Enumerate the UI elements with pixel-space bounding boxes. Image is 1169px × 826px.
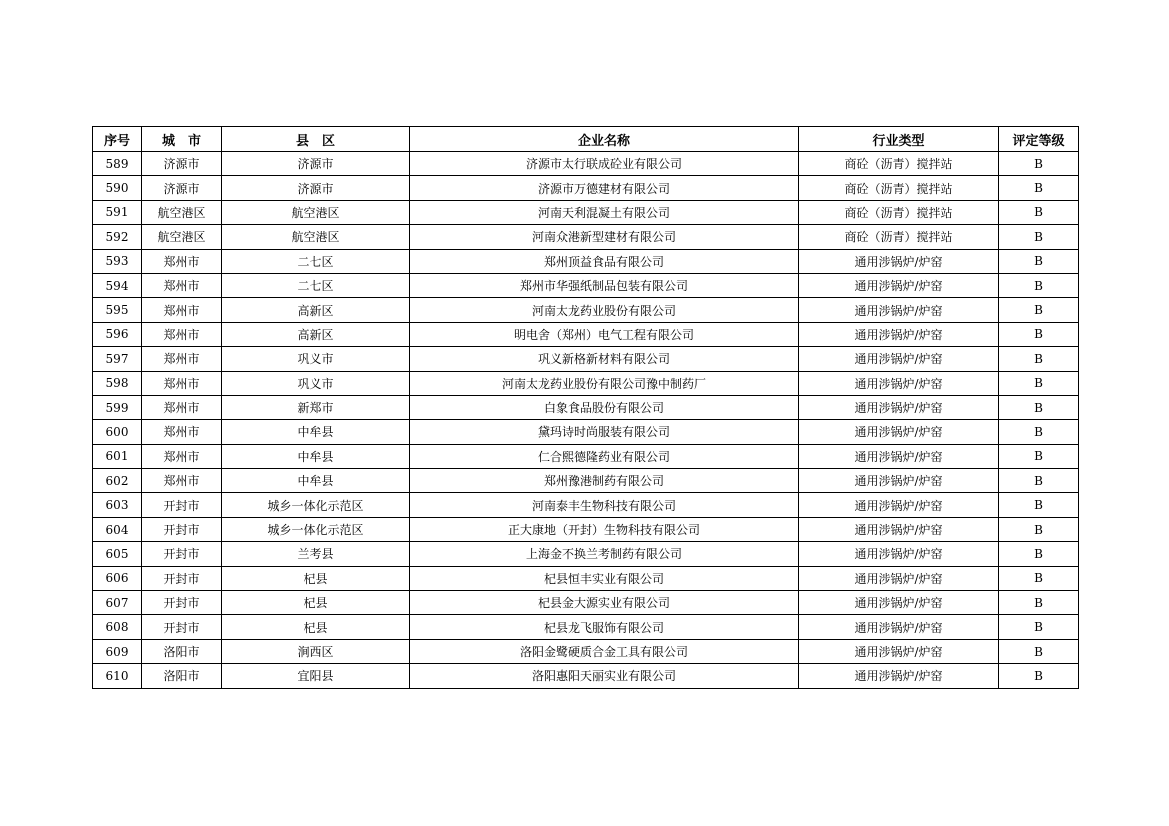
header-city: 城 市 [142, 127, 222, 152]
cell-rating-level: B [999, 395, 1079, 419]
cell-serial-number: 598 [93, 371, 142, 395]
table-row [93, 152, 1079, 176]
cell-district: 中牟县 [222, 420, 410, 444]
cell-serial-number: 601 [93, 444, 142, 468]
cell-company-name: 杞县恒丰实业有限公司 [410, 566, 799, 590]
cell-rating-level: B [999, 615, 1079, 639]
cell-company-name: 郑州市华强纸制品包装有限公司 [410, 273, 799, 297]
cell-district: 宜阳县 [222, 664, 410, 688]
cell-rating-level: B [999, 225, 1079, 249]
table-row [93, 664, 1079, 688]
cell-industry-type: 通用涉锅炉/炉窑 [799, 664, 999, 688]
cell-city: 开封市 [142, 517, 222, 541]
cell-industry-type: 通用涉锅炉/炉窑 [799, 249, 999, 273]
table-row [93, 517, 1079, 541]
cell-district: 中牟县 [222, 469, 410, 493]
cell-city: 开封市 [142, 542, 222, 566]
header-district: 县 区 [222, 127, 410, 152]
table-row [93, 273, 1079, 297]
cell-serial-number: 600 [93, 420, 142, 444]
cell-rating-level: B [999, 664, 1079, 688]
enterprise-rating-table [92, 126, 1079, 689]
cell-city: 济源市 [142, 176, 222, 200]
table-row [93, 395, 1079, 419]
cell-industry-type: 通用涉锅炉/炉窑 [799, 566, 999, 590]
cell-company-name: 河南泰丰生物科技有限公司 [410, 493, 799, 517]
cell-industry-type: 通用涉锅炉/炉窑 [799, 542, 999, 566]
cell-company-name: 洛阳金鹭硬质合金工具有限公司 [410, 639, 799, 663]
cell-industry-type: 商砼（沥青）搅拌站 [799, 200, 999, 224]
cell-rating-level: B [999, 517, 1079, 541]
cell-company-name: 杞县龙飞服饰有限公司 [410, 615, 799, 639]
cell-company-name: 上海金不换兰考制药有限公司 [410, 542, 799, 566]
cell-industry-type: 通用涉锅炉/炉窑 [799, 420, 999, 444]
cell-industry-type: 通用涉锅炉/炉窑 [799, 639, 999, 663]
table-header-row [93, 127, 1079, 152]
cell-company-name: 黛玛诗时尚服装有限公司 [410, 420, 799, 444]
cell-city: 郑州市 [142, 347, 222, 371]
cell-company-name: 河南太龙药业股份有限公司 [410, 298, 799, 322]
cell-serial-number: 599 [93, 395, 142, 419]
cell-industry-type: 通用涉锅炉/炉窑 [799, 322, 999, 346]
cell-rating-level: B [999, 152, 1079, 176]
cell-company-name: 正大康地（开封）生物科技有限公司 [410, 517, 799, 541]
table-row [93, 615, 1079, 639]
cell-industry-type: 通用涉锅炉/炉窑 [799, 517, 999, 541]
header-company-name: 企业名称 [410, 127, 799, 152]
cell-district: 二七区 [222, 249, 410, 273]
cell-rating-level: B [999, 591, 1079, 615]
cell-district: 济源市 [222, 152, 410, 176]
cell-serial-number: 610 [93, 664, 142, 688]
cell-serial-number: 589 [93, 152, 142, 176]
cell-city: 开封市 [142, 566, 222, 590]
cell-rating-level: B [999, 176, 1079, 200]
cell-rating-level: B [999, 444, 1079, 468]
cell-district: 杞县 [222, 566, 410, 590]
cell-company-name: 仁合熙德隆药业有限公司 [410, 444, 799, 468]
cell-company-name: 郑州豫港制药有限公司 [410, 469, 799, 493]
cell-industry-type: 商砼（沥青）搅拌站 [799, 176, 999, 200]
cell-company-name: 明电舍（郑州）电气工程有限公司 [410, 322, 799, 346]
cell-company-name: 济源市太行联成砼业有限公司 [410, 152, 799, 176]
table-row [93, 322, 1079, 346]
cell-district: 巩义市 [222, 347, 410, 371]
cell-rating-level: B [999, 347, 1079, 371]
cell-district: 城乡一体化示范区 [222, 517, 410, 541]
cell-company-name: 河南天利混凝土有限公司 [410, 200, 799, 224]
cell-rating-level: B [999, 273, 1079, 297]
table-row [93, 493, 1079, 517]
cell-city: 航空港区 [142, 225, 222, 249]
cell-company-name: 河南太龙药业股份有限公司豫中制药厂 [410, 371, 799, 395]
table-row [93, 591, 1079, 615]
table-row [93, 444, 1079, 468]
table-row [93, 200, 1079, 224]
cell-industry-type: 商砼（沥青）搅拌站 [799, 152, 999, 176]
cell-rating-level: B [999, 542, 1079, 566]
cell-industry-type: 通用涉锅炉/炉窑 [799, 444, 999, 468]
cell-serial-number: 605 [93, 542, 142, 566]
table-row [93, 298, 1079, 322]
header-rating-level: 评定等级 [999, 127, 1079, 152]
cell-serial-number: 597 [93, 347, 142, 371]
cell-industry-type: 商砼（沥青）搅拌站 [799, 225, 999, 249]
cell-company-name: 济源市万德建材有限公司 [410, 176, 799, 200]
cell-industry-type: 通用涉锅炉/炉窑 [799, 298, 999, 322]
table-row [93, 371, 1079, 395]
enterprise-rating-table-container [92, 126, 1078, 689]
cell-rating-level: B [999, 566, 1079, 590]
cell-city: 郑州市 [142, 395, 222, 419]
cell-city: 洛阳市 [142, 639, 222, 663]
cell-city: 航空港区 [142, 200, 222, 224]
cell-district: 巩义市 [222, 371, 410, 395]
cell-district: 杞县 [222, 591, 410, 615]
cell-serial-number: 595 [93, 298, 142, 322]
cell-rating-level: B [999, 249, 1079, 273]
cell-company-name: 杞县金大源实业有限公司 [410, 591, 799, 615]
cell-district: 二七区 [222, 273, 410, 297]
cell-industry-type: 通用涉锅炉/炉窑 [799, 493, 999, 517]
cell-industry-type: 通用涉锅炉/炉窑 [799, 273, 999, 297]
table-row [93, 420, 1079, 444]
cell-city: 开封市 [142, 493, 222, 517]
header-serial-number: 序号 [93, 127, 142, 152]
cell-rating-level: B [999, 420, 1079, 444]
cell-rating-level: B [999, 639, 1079, 663]
table-row [93, 249, 1079, 273]
cell-district: 杞县 [222, 615, 410, 639]
cell-serial-number: 603 [93, 493, 142, 517]
cell-company-name: 河南众港新型建材有限公司 [410, 225, 799, 249]
cell-district: 城乡一体化示范区 [222, 493, 410, 517]
cell-industry-type: 通用涉锅炉/炉窑 [799, 395, 999, 419]
cell-district: 济源市 [222, 176, 410, 200]
cell-district: 航空港区 [222, 200, 410, 224]
cell-rating-level: B [999, 200, 1079, 224]
cell-district: 中牟县 [222, 444, 410, 468]
cell-serial-number: 593 [93, 249, 142, 273]
cell-serial-number: 596 [93, 322, 142, 346]
table-row [93, 225, 1079, 249]
cell-city: 开封市 [142, 591, 222, 615]
table-row [93, 639, 1079, 663]
cell-serial-number: 602 [93, 469, 142, 493]
cell-district: 高新区 [222, 322, 410, 346]
cell-city: 郑州市 [142, 444, 222, 468]
table-body [93, 152, 1079, 689]
table-row [93, 176, 1079, 200]
cell-rating-level: B [999, 493, 1079, 517]
cell-serial-number: 594 [93, 273, 142, 297]
cell-rating-level: B [999, 469, 1079, 493]
cell-city: 郑州市 [142, 298, 222, 322]
cell-city: 洛阳市 [142, 664, 222, 688]
cell-district: 新郑市 [222, 395, 410, 419]
cell-rating-level: B [999, 298, 1079, 322]
cell-city: 郑州市 [142, 420, 222, 444]
cell-rating-level: B [999, 371, 1079, 395]
cell-serial-number: 608 [93, 615, 142, 639]
cell-city: 郑州市 [142, 469, 222, 493]
cell-serial-number: 592 [93, 225, 142, 249]
cell-rating-level: B [999, 322, 1079, 346]
cell-city: 郑州市 [142, 371, 222, 395]
cell-district: 涧西区 [222, 639, 410, 663]
header-industry-type: 行业类型 [799, 127, 999, 152]
cell-industry-type: 通用涉锅炉/炉窑 [799, 347, 999, 371]
table-row [93, 469, 1079, 493]
table-row [93, 542, 1079, 566]
cell-city: 济源市 [142, 152, 222, 176]
cell-serial-number: 590 [93, 176, 142, 200]
cell-industry-type: 通用涉锅炉/炉窑 [799, 591, 999, 615]
cell-district: 兰考县 [222, 542, 410, 566]
cell-industry-type: 通用涉锅炉/炉窑 [799, 469, 999, 493]
cell-city: 郑州市 [142, 273, 222, 297]
cell-serial-number: 609 [93, 639, 142, 663]
cell-company-name: 洛阳惠阳天丽实业有限公司 [410, 664, 799, 688]
cell-company-name: 巩义新格新材料有限公司 [410, 347, 799, 371]
cell-company-name: 白象食品股份有限公司 [410, 395, 799, 419]
cell-company-name: 郑州顶益食品有限公司 [410, 249, 799, 273]
cell-serial-number: 606 [93, 566, 142, 590]
cell-district: 高新区 [222, 298, 410, 322]
cell-serial-number: 607 [93, 591, 142, 615]
cell-city: 郑州市 [142, 322, 222, 346]
cell-city: 郑州市 [142, 249, 222, 273]
cell-industry-type: 通用涉锅炉/炉窑 [799, 615, 999, 639]
cell-serial-number: 591 [93, 200, 142, 224]
cell-city: 开封市 [142, 615, 222, 639]
table-row [93, 566, 1079, 590]
cell-industry-type: 通用涉锅炉/炉窑 [799, 371, 999, 395]
table-row [93, 347, 1079, 371]
cell-district: 航空港区 [222, 225, 410, 249]
cell-serial-number: 604 [93, 517, 142, 541]
